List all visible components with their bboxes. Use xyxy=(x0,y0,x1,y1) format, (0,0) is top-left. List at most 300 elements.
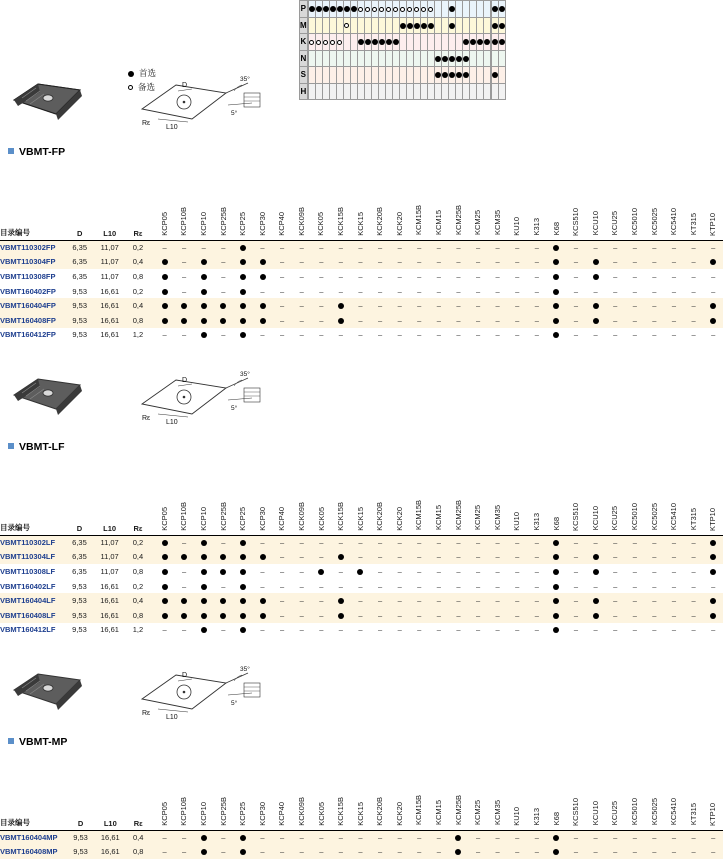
hollow-dot-icon xyxy=(407,7,412,12)
filled-dot-icon xyxy=(593,303,599,309)
dash-mark: – xyxy=(358,552,363,562)
table-row[interactable] xyxy=(0,284,723,299)
grade-label: KCK20 xyxy=(394,211,404,236)
row-code: VBMT160412LF xyxy=(0,625,56,635)
row-grade-cell xyxy=(605,255,625,270)
matrix-cell xyxy=(336,17,343,34)
dash-mark: – xyxy=(456,301,461,311)
row-grade-cell xyxy=(527,579,547,594)
dash-mark: – xyxy=(319,833,324,843)
row-grade-cell xyxy=(194,284,214,299)
dash-mark: – xyxy=(652,538,657,548)
dash-mark: – xyxy=(515,330,520,340)
row-l10: 16,61 xyxy=(100,847,120,857)
filled-dot-icon xyxy=(181,554,187,560)
dash-mark: – xyxy=(280,257,285,267)
row-grade-cell xyxy=(155,550,175,565)
row-d: 6,35 xyxy=(72,257,87,267)
dash-mark: – xyxy=(691,315,696,325)
table-row[interactable] xyxy=(0,269,723,284)
filled-dot-icon xyxy=(449,72,455,78)
row-grade-cell xyxy=(331,535,351,550)
dash-mark: – xyxy=(319,581,324,591)
row-grade-cell xyxy=(233,593,253,608)
row-grade-cell xyxy=(449,608,469,623)
matrix-row-label: H xyxy=(300,83,308,100)
filled-dot-icon xyxy=(330,6,336,12)
row-grade-cell xyxy=(468,845,488,860)
matrix-cell xyxy=(364,17,371,34)
dash-mark: – xyxy=(338,286,343,296)
filled-dot-icon xyxy=(344,6,350,12)
row-grade-cell xyxy=(194,593,214,608)
row-grade-cell xyxy=(488,579,508,594)
filled-dot-icon xyxy=(372,39,378,45)
row-grade-cell xyxy=(331,240,351,255)
table-row[interactable] xyxy=(0,313,723,328)
dash-mark: – xyxy=(495,330,500,340)
grade-label: KCP25B xyxy=(218,206,228,236)
matrix-cell xyxy=(469,50,476,67)
row-grade-cell xyxy=(370,845,390,860)
filled-dot-icon xyxy=(201,318,207,324)
row-l10: 11,07 xyxy=(100,271,119,281)
dash-mark: – xyxy=(475,315,481,325)
row-grade-cell xyxy=(194,255,214,270)
dash-mark: – xyxy=(417,243,422,253)
row-grade-cell xyxy=(703,608,723,623)
row-grade-cell xyxy=(566,579,586,594)
dash-mark: – xyxy=(652,847,657,857)
dash-mark: – xyxy=(162,625,167,635)
matrix-cell xyxy=(434,34,441,51)
row-grade-cell xyxy=(527,284,547,299)
row-re: 0,4 xyxy=(132,596,144,606)
dash-mark: – xyxy=(377,566,383,576)
row-grade-cell xyxy=(703,535,723,550)
matrix-cell xyxy=(392,34,399,51)
matrix-row-label: M xyxy=(300,17,308,34)
matrix-cell xyxy=(455,1,462,18)
row-grade-cell xyxy=(684,550,704,565)
row-l10: 11,07 xyxy=(100,552,119,562)
filled-dot-icon xyxy=(456,56,462,62)
dash-mark: – xyxy=(652,301,657,311)
grade-label: KCK05 xyxy=(316,211,326,236)
row-grade-cell xyxy=(174,328,194,343)
matrix-cell xyxy=(498,67,505,84)
table-row[interactable] xyxy=(0,298,723,313)
matrix-cell xyxy=(399,17,406,34)
table-row[interactable] xyxy=(0,608,723,623)
column-header-grade xyxy=(312,782,332,830)
dash-mark: – xyxy=(299,625,304,635)
grade-label: KCP25B xyxy=(218,501,228,531)
row-grade-cell xyxy=(174,298,194,313)
matrix-cell xyxy=(483,67,490,84)
dash-mark: – xyxy=(260,243,265,253)
row-grade-cell xyxy=(194,298,214,313)
column-header-grade xyxy=(684,487,704,535)
dash-mark: – xyxy=(417,301,422,311)
dash-mark: – xyxy=(534,271,539,281)
dash-mark: – xyxy=(573,271,579,281)
matrix-cell xyxy=(385,17,392,34)
matrix-cell xyxy=(455,67,462,84)
row-grade-cell xyxy=(468,579,488,594)
matrix-cell xyxy=(441,50,448,67)
grade-label: KCP25 xyxy=(238,506,248,531)
row-grade-cell xyxy=(194,550,214,565)
row-grade-cell xyxy=(645,284,665,299)
column-header-grade xyxy=(390,192,410,240)
hollow-dot-icon xyxy=(337,40,342,45)
grade-label: KCP10 xyxy=(198,211,208,236)
dash-mark: – xyxy=(260,625,265,635)
dash-mark: – xyxy=(671,847,677,857)
dash-mark: – xyxy=(358,315,363,325)
dash-mark: – xyxy=(162,330,167,340)
row-grade-cell xyxy=(527,269,547,284)
filled-dot-icon xyxy=(442,56,448,62)
table-row[interactable] xyxy=(0,550,723,565)
dash-mark: – xyxy=(319,271,324,281)
row-grade-cell xyxy=(174,535,194,550)
filled-dot-icon xyxy=(162,303,168,309)
filled-dot-icon xyxy=(201,835,207,841)
matrix-cell xyxy=(336,83,343,100)
filled-dot-icon xyxy=(260,598,266,604)
dash-mark: – xyxy=(456,315,461,325)
row-grade-cell xyxy=(703,845,723,860)
row-re: 1,2 xyxy=(132,330,144,340)
matrix-cell xyxy=(483,50,490,67)
hollow-dot-icon xyxy=(421,7,426,12)
table-row[interactable] xyxy=(0,328,723,343)
dash-mark: – xyxy=(436,847,441,857)
hollow-dot-icon xyxy=(393,7,398,12)
dash-mark: – xyxy=(397,271,402,281)
row-grade-cell xyxy=(527,255,547,270)
grade-label: KCP10B xyxy=(179,206,189,236)
row-grade-cell xyxy=(312,623,332,638)
filled-dot-icon xyxy=(162,569,168,575)
dash-mark: – xyxy=(417,847,422,857)
dash-mark: – xyxy=(377,243,383,253)
grade-label: K68 xyxy=(551,812,561,826)
dash-mark: – xyxy=(632,271,637,281)
dash-mark: – xyxy=(338,833,343,843)
row-grade-cell xyxy=(684,845,704,860)
dash-mark: – xyxy=(573,847,579,857)
table-row[interactable] xyxy=(0,255,723,270)
matrix-cell xyxy=(413,34,420,51)
dash-mark: – xyxy=(691,243,696,253)
matrix-cell xyxy=(406,1,413,18)
row-grade-cell xyxy=(390,328,410,343)
row-grade-cell xyxy=(272,830,292,845)
filled-dot-icon xyxy=(201,584,207,590)
filled-dot-icon xyxy=(593,259,599,265)
row-grade-cell xyxy=(625,608,645,623)
row-grade-cell xyxy=(566,313,586,328)
row-grade-cell xyxy=(625,284,645,299)
matrix-cell xyxy=(336,50,343,67)
dash-mark: – xyxy=(397,257,402,267)
filled-dot-icon xyxy=(240,540,246,546)
dash-mark: – xyxy=(652,625,657,635)
row-grade-cell xyxy=(253,255,273,270)
filled-dot-icon xyxy=(260,318,266,324)
dash-mark: – xyxy=(182,271,187,281)
dash-mark: – xyxy=(436,271,441,281)
dash-mark: – xyxy=(299,610,304,620)
table-row[interactable] xyxy=(0,579,723,594)
dash-mark: – xyxy=(417,625,422,635)
filled-dot-icon xyxy=(201,598,207,604)
row-grade-cell xyxy=(390,313,410,328)
column-header-grade xyxy=(488,192,508,240)
matrix-cell xyxy=(350,17,357,34)
row-code: VBMT160412FP xyxy=(0,330,56,340)
row-grade-cell xyxy=(449,240,469,255)
table-row[interactable] xyxy=(0,535,723,550)
column-header-grade xyxy=(625,487,645,535)
row-l10: 16,61 xyxy=(100,596,119,606)
filled-dot-icon xyxy=(400,23,406,29)
filled-dot-icon xyxy=(449,56,455,62)
row-grade-cell xyxy=(605,240,625,255)
dash-mark: – xyxy=(280,847,285,857)
table-row[interactable] xyxy=(0,593,723,608)
grade-label: KU10 xyxy=(512,511,522,531)
table-row[interactable] xyxy=(0,830,723,845)
row-grade-cell xyxy=(703,298,723,313)
row-grade-cell xyxy=(272,284,292,299)
dash-mark: – xyxy=(534,301,539,311)
matrix-cell xyxy=(329,83,336,100)
row-grade-cell xyxy=(174,623,194,638)
dash-mark: – xyxy=(319,257,324,267)
row-d: 9,53 xyxy=(72,596,87,606)
dash-mark: – xyxy=(456,581,461,591)
dash-mark: – xyxy=(221,847,226,857)
column-header-grade xyxy=(507,782,527,830)
row-grade-cell xyxy=(272,535,292,550)
row-grade-cell xyxy=(233,579,253,594)
row-d: 9,53 xyxy=(72,301,87,311)
dash-mark: – xyxy=(573,610,579,620)
dash-mark: – xyxy=(691,286,696,296)
dash-mark: – xyxy=(573,625,579,635)
row-grade-cell xyxy=(664,579,684,594)
dash-mark: – xyxy=(475,538,481,548)
row-grade-cell xyxy=(566,608,586,623)
row-grade-cell xyxy=(194,845,214,860)
row-grade-cell xyxy=(331,608,351,623)
filled-dot-icon xyxy=(553,613,559,619)
dash-mark: – xyxy=(456,271,461,281)
dash-mark: – xyxy=(280,566,285,576)
row-grade-cell xyxy=(566,623,586,638)
row-grade-cell xyxy=(214,284,234,299)
row-grade-cell xyxy=(390,608,410,623)
row-grade-cell xyxy=(214,240,234,255)
matrix-cell xyxy=(441,83,448,100)
column-header-grade xyxy=(174,487,194,535)
row-grade-cell xyxy=(194,240,214,255)
row-grade-cell xyxy=(429,269,449,284)
row-grade-cell xyxy=(331,593,351,608)
row-grade-cell xyxy=(155,298,175,313)
column-header-grade xyxy=(292,487,312,535)
dash-mark: – xyxy=(436,301,441,311)
dash-mark: – xyxy=(417,257,422,267)
matrix-cell xyxy=(427,67,434,84)
table-row[interactable] xyxy=(0,623,723,638)
column-header-grade xyxy=(645,487,665,535)
grade-label: KU10 xyxy=(512,806,522,826)
row-grade-cell xyxy=(566,298,586,313)
table-row[interactable] xyxy=(0,845,723,860)
row-grade-cell xyxy=(429,579,449,594)
row-grade-cell xyxy=(409,284,429,299)
dash-mark: – xyxy=(495,538,500,548)
filled-dot-icon xyxy=(553,598,559,604)
row-code: VBMT110302LF xyxy=(0,538,56,548)
table-row[interactable] xyxy=(0,564,723,579)
dash-mark: – xyxy=(573,301,579,311)
row-grade-cell xyxy=(488,535,508,550)
dash-mark: – xyxy=(358,833,363,843)
row-grade-cell xyxy=(507,269,527,284)
matrix-cell xyxy=(434,1,441,18)
dash-mark: – xyxy=(515,625,520,635)
dash-mark: – xyxy=(613,271,618,281)
row-grade-cell xyxy=(272,269,292,284)
grade-label: KCU25 xyxy=(610,506,620,531)
dash-mark: – xyxy=(397,330,402,340)
row-grade-cell xyxy=(331,269,351,284)
dash-mark: – xyxy=(221,625,226,635)
row-grade-cell xyxy=(566,593,586,608)
column-header-d: D xyxy=(66,487,94,535)
filled-dot-icon xyxy=(386,39,392,45)
dash-mark: – xyxy=(319,301,324,311)
matrix-cell xyxy=(406,83,413,100)
row-grade-cell xyxy=(194,535,214,550)
dash-mark: – xyxy=(475,243,481,253)
column-header-grade xyxy=(566,487,586,535)
column-header-grade xyxy=(370,487,390,535)
filled-dot-icon xyxy=(553,554,559,560)
row-re: 0,8 xyxy=(132,315,144,325)
matrix-cell xyxy=(491,50,498,67)
matrix-cell xyxy=(322,1,329,18)
filled-dot-icon xyxy=(162,554,168,560)
row-grade-cell xyxy=(390,298,410,313)
column-header-grade xyxy=(566,782,586,830)
filled-dot-icon xyxy=(553,835,559,841)
row-grade-cell xyxy=(488,255,508,270)
matrix-cell xyxy=(476,50,483,67)
column-header-grade xyxy=(586,487,606,535)
matrix-cell xyxy=(406,67,413,84)
dash-mark: – xyxy=(475,610,481,620)
column-header-grade xyxy=(468,192,488,240)
column-header-grade xyxy=(664,782,684,830)
dash-mark: – xyxy=(319,538,324,548)
dash-mark: – xyxy=(338,847,343,857)
grade-label: KT315 xyxy=(688,508,698,531)
row-grade-cell xyxy=(468,535,488,550)
row-grade-cell xyxy=(370,550,390,565)
matrix-cell xyxy=(364,34,371,51)
row-grade-cell xyxy=(507,608,527,623)
row-d: 9,53 xyxy=(72,625,87,635)
column-header-l10: L10 xyxy=(93,487,125,535)
row-grade-cell xyxy=(233,313,253,328)
filled-dot-icon xyxy=(553,627,559,633)
row-grade-cell xyxy=(547,255,567,270)
column-header-grade xyxy=(566,192,586,240)
dash-mark: – xyxy=(475,566,481,576)
row-grade-cell xyxy=(370,830,390,845)
row-d: 9,53 xyxy=(72,286,87,296)
bullet-square-icon xyxy=(8,148,14,154)
matrix-cell xyxy=(498,34,505,51)
row-grade-cell xyxy=(664,623,684,638)
row-grade-cell xyxy=(409,608,429,623)
dash-mark: – xyxy=(377,257,383,267)
row-grade-cell xyxy=(429,298,449,313)
dash-mark: – xyxy=(573,257,579,267)
filled-dot-icon xyxy=(492,39,498,45)
row-grade-cell xyxy=(527,240,547,255)
matrix-cell xyxy=(350,34,357,51)
matrix-cell xyxy=(399,1,406,18)
matrix-cell xyxy=(385,1,392,18)
table-header-row xyxy=(0,782,723,830)
matrix-cell xyxy=(420,50,427,67)
filled-dot-icon xyxy=(553,849,559,855)
column-header-grade xyxy=(155,782,175,830)
row-grade-cell xyxy=(625,564,645,579)
row-grade-cell xyxy=(429,593,449,608)
row-re: 0,2 xyxy=(132,243,144,253)
row-grade-cell xyxy=(566,564,586,579)
row-code: VBMT110304LF xyxy=(0,552,56,562)
row-grade-cell xyxy=(507,593,527,608)
table-row[interactable] xyxy=(0,240,723,255)
filled-dot-icon xyxy=(710,540,716,546)
row-code: VBMT110308FP xyxy=(0,271,56,281)
matrix-cell xyxy=(322,50,329,67)
filled-dot-icon xyxy=(593,554,599,560)
row-code: VBMT160404LF xyxy=(0,596,56,606)
hollow-dot-icon xyxy=(428,7,433,12)
row-code: VBMT160408MP xyxy=(0,847,58,857)
dash-mark: – xyxy=(377,330,383,340)
filled-dot-icon xyxy=(338,318,344,324)
dash-mark: – xyxy=(671,833,677,843)
row-grade-cell xyxy=(370,284,390,299)
row-d: 6,35 xyxy=(72,271,87,281)
row-grade-cell xyxy=(527,535,547,550)
dash-mark: – xyxy=(515,610,520,620)
column-header-grade xyxy=(272,192,292,240)
filled-dot-icon xyxy=(260,274,266,280)
